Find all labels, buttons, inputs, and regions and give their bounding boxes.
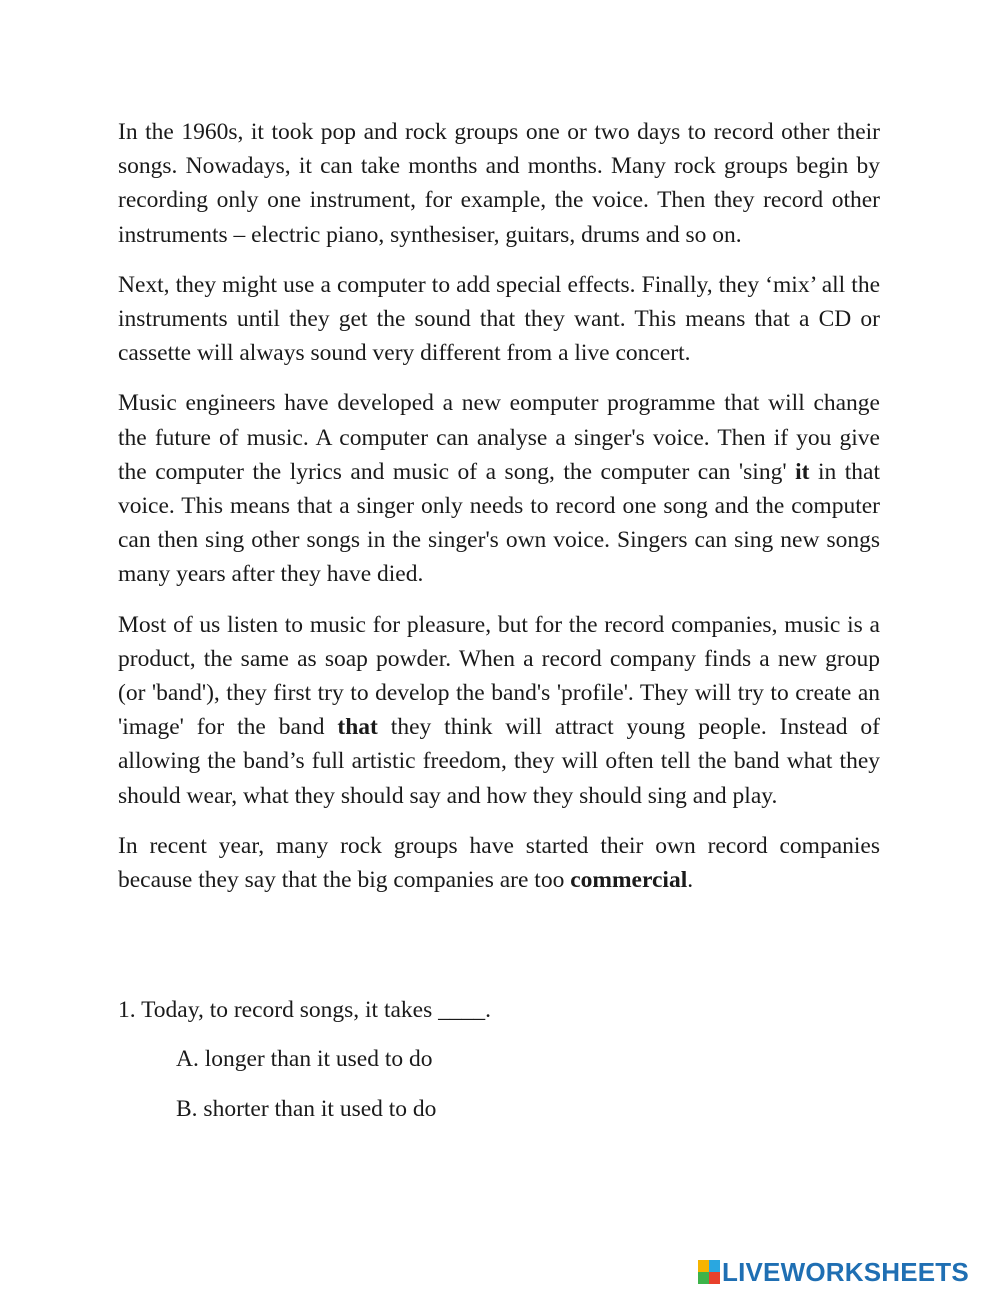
passage-paragraph-2 [118, 268, 880, 371]
bold-term: commercial [570, 867, 688, 894]
question-1-option-a[interactable]: A. longer than it used to do [176, 1046, 433, 1072]
paragraph-text: in that voice. This means that a singer only needs to record one song and the computer can then sing other songs in the singer's own voice. Singers can sing new songs many years after they have died. [118, 458, 880, 588]
paragraph-text: they think will attract young people. Instead of allowing the band’s full artistic freedom, they will often tell the band what they should wear, what they should say and how they should sing and play. [118, 714, 881, 809]
paragraph-text: Next, they might use a computer to add special effects. Finally, they ‘mix’ all the instruments until they get the sound that they want. This means that a CD or cassette will always sound very different from a live concert. [118, 271, 880, 367]
paragraph-text: Music engineers have developed a new eomputer programme that will change the future of music. A computer can analyse a singer's voice. Then if you give the computer the lyrics and music of a song, the computer can 'sing' [118, 390, 880, 485]
paragraph-text: Most of us listen to music for pleasure, but for the record companies, music is a product, the same as soap powder. When a record company finds a new group (or 'band'), they first try to develop the band's 'profile'. They will try to create an 'image' for the band [118, 611, 880, 741]
passage-paragraph-1 [118, 115, 880, 252]
paragraph-text: In the 1960s, it took pop and rock groups one or two days to record other their songs. Nowadays, it can take months and months. Many rock groups begin by recording only one instrument, for example, the voice. Then they record other instruments – electric piano, synthesiser, guitars, drums and so on. [118, 119, 880, 248]
passage-paragraph-5 [118, 829, 880, 897]
worksheet-page [118, 115, 881, 1122]
reading-passage [118, 115, 880, 897]
question-1-option-b[interactable]: B. shorter than it used to do [176, 1096, 437, 1122]
liveworksheets-logo-icon [698, 1260, 720, 1284]
logo-text: LIVEWORKSHEETS [722, 1256, 969, 1287]
bold-term: that [337, 714, 378, 741]
paragraph-text: . [687, 867, 694, 894]
liveworksheets-logo[interactable] [698, 1257, 969, 1287]
passage-paragraph-4 [118, 608, 880, 813]
passage-paragraph-3 [118, 386, 880, 591]
question-1-prompt: 1. Today, to record songs, it takes ____. [118, 997, 491, 1023]
paragraph-text: In recent year, many rock groups have started their own record companies because they say that the big companies are too [118, 832, 880, 894]
bold-term: it [795, 458, 810, 485]
